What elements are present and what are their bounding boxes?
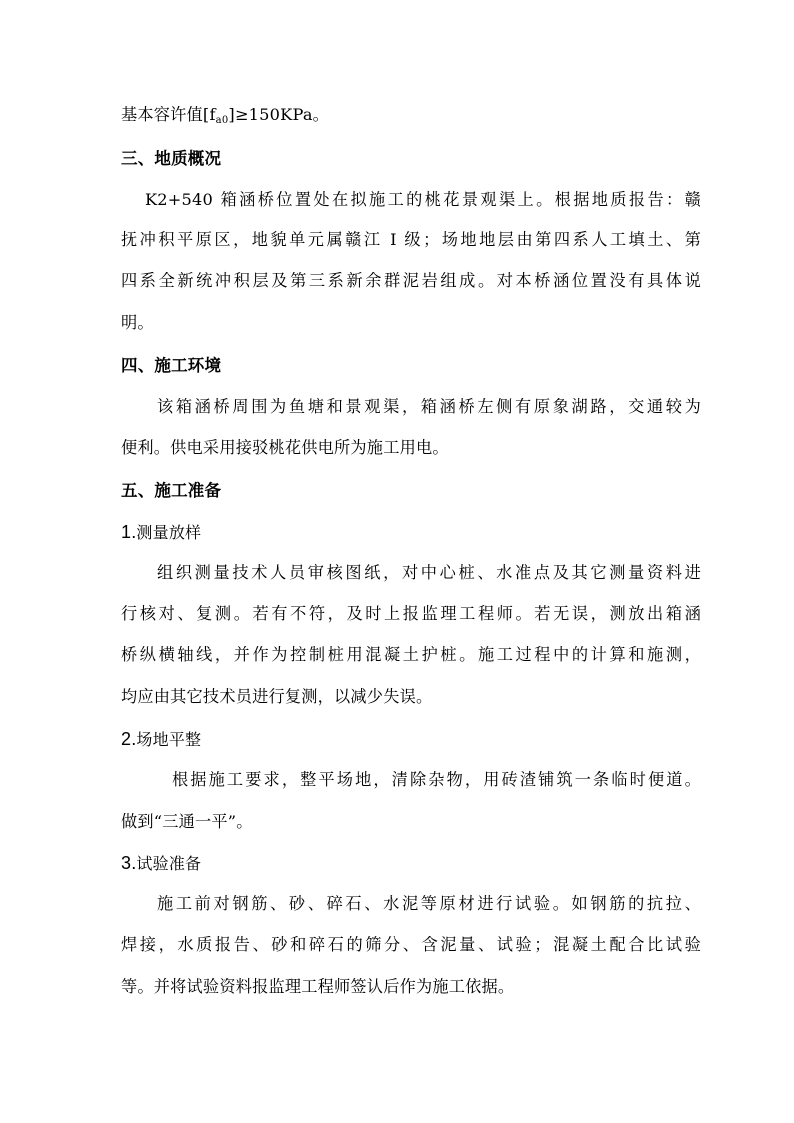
text-fragment: 基本容许值[f <box>121 105 216 124</box>
paragraph-line: 做到“三通一平”。 <box>121 812 253 831</box>
text-line-bearing-capacity <box>121 103 701 127</box>
section-heading-geology: 三、地质概况 <box>121 149 222 168</box>
sub-heading-survey <box>121 520 701 545</box>
paragraph-line: 均应由其它技术员进行复测，以减少失误。 <box>121 687 433 706</box>
sub-heading-test-prep <box>121 851 701 876</box>
item-number: 3. <box>121 853 137 873</box>
item-label: 场地平整 <box>136 730 202 749</box>
item-label: 测量放样 <box>136 523 202 542</box>
paragraph-line: 等。并将试验资料报监理工程师签认后作为施工依据。 <box>121 977 515 996</box>
paragraph-line: 该箱涵桥周围为鱼塘和景观渠，箱涵桥左侧有原象湖路，交通较为 <box>157 397 701 416</box>
item-number: 1. <box>121 522 137 542</box>
paragraph-line: 施工前对钢筋、砂、碎石、水泥等原材进行试验。如钢筋的抗拉、 <box>157 894 701 913</box>
paragraph-line: 四系全新统冲积层及第三系新余群泥岩组成。对本桥涵位置没有具体说 <box>121 271 701 290</box>
section-heading-preparation: 五、施工准备 <box>121 481 222 500</box>
paragraph-line: K2+540 箱涵桥位置处在拟施工的桃花景观渠上。根据地质报告：赣 <box>145 190 701 209</box>
subscript-a0: a0 <box>215 115 229 126</box>
section-heading-environment: 四、施工环境 <box>121 356 222 375</box>
paragraph-line: 行核对、复测。若有不符，及时上报监理工程师。若无误，测放出箱涵 <box>121 604 701 623</box>
paragraph-line: 根据施工要求，整平场地，清除杂物，用砖渣铺筑一条临时便道。 <box>172 770 701 789</box>
paragraph-line: 明。 <box>121 313 154 332</box>
item-label: 试验准备 <box>136 854 202 873</box>
paragraph-line: 组织测量技术人员审核图纸，对中心桩、水准点及其它测量资料进 <box>157 563 701 582</box>
sub-heading-site-leveling <box>121 727 701 752</box>
paragraph-line: 焊接，水质报告、砂和碎石的筛分、含泥量、试验；混凝土配合比试验 <box>121 935 701 954</box>
paragraph-line: 抚冲积平原区，地貌单元属赣江 I 级；场地地层由第四系人工填土、第 <box>121 230 701 249</box>
text-fragment: ]≥150KPa。 <box>228 105 330 124</box>
item-number: 2. <box>121 729 137 749</box>
paragraph-line: 便利。供电采用接驳桃花供电所为施工用电。 <box>121 438 449 457</box>
paragraph-line: 桥纵横轴线，并作为控制桩用混凝土护桩。施工过程中的计算和施测， <box>121 645 701 664</box>
